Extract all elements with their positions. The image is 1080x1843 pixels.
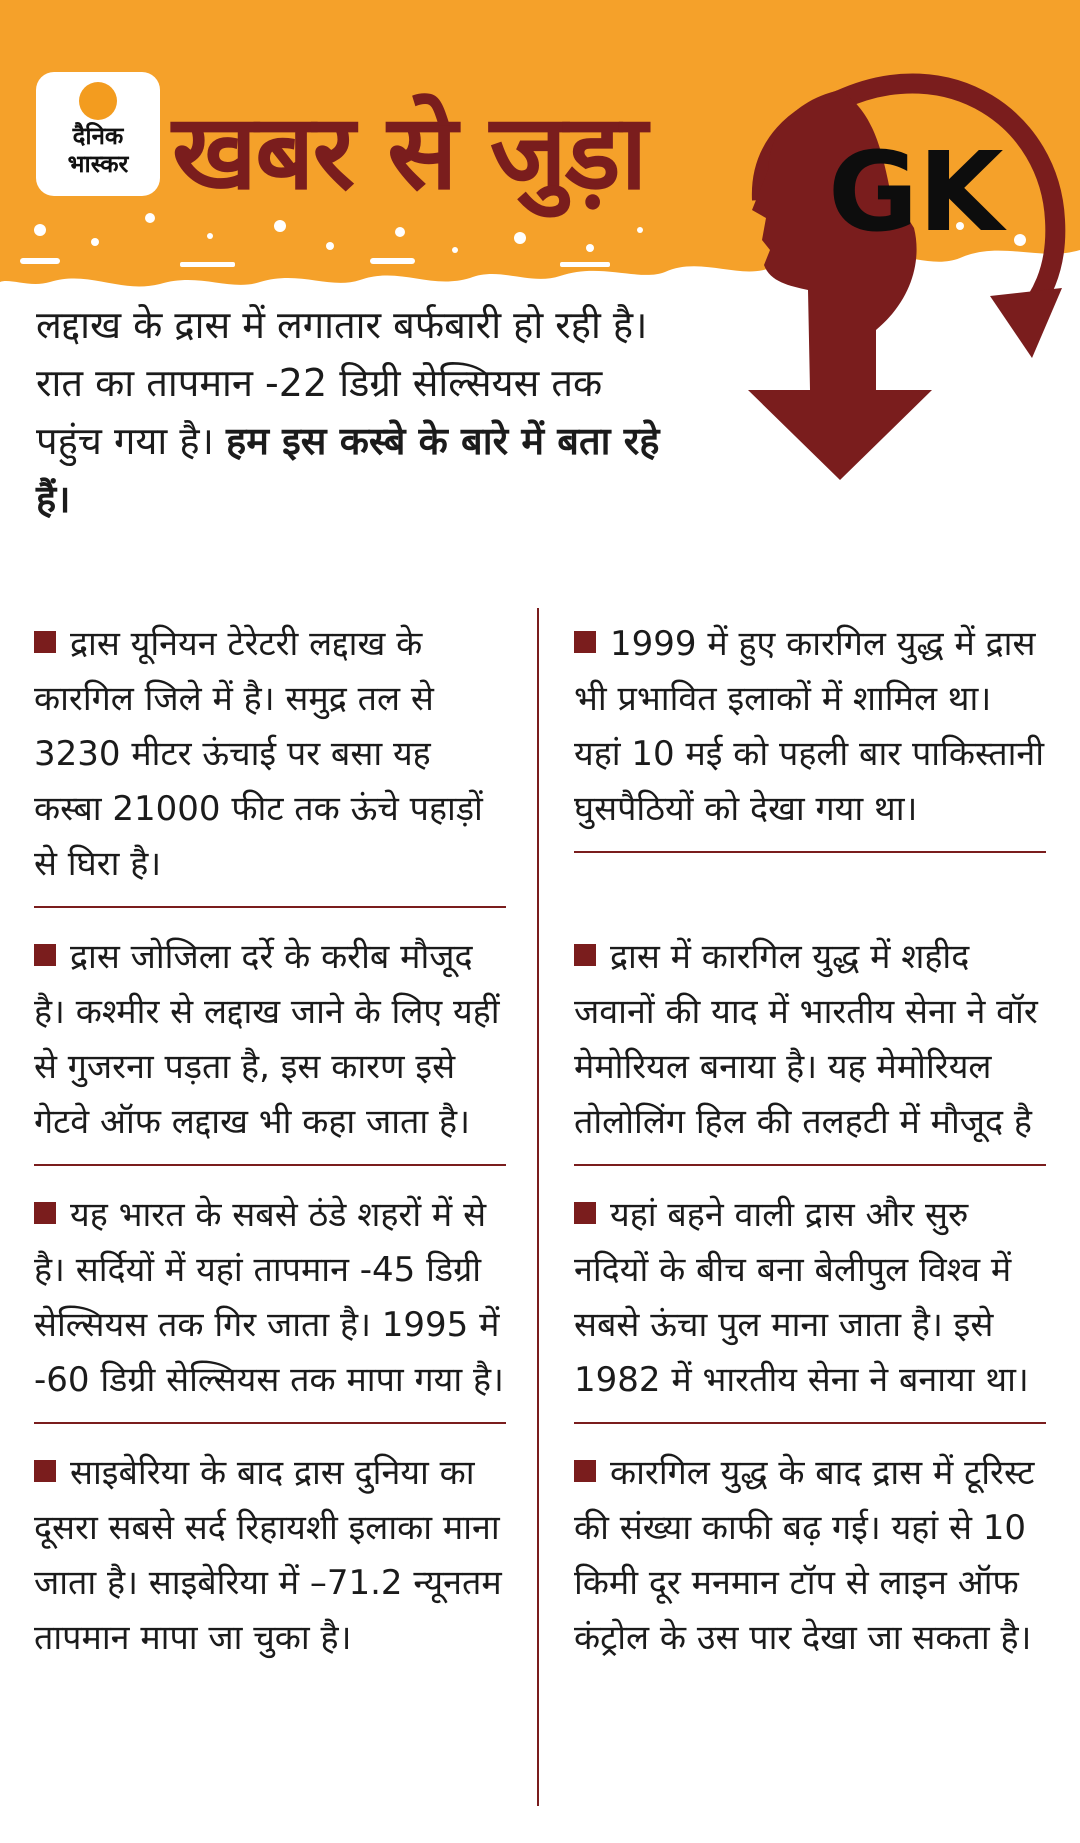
- fact-text: साइबेरिया के बाद द्रास दुनिया का दूसरा सबसे सर्द रिहायशी इलाका माना जाता है। साइबेरिया में –71.2 न्यूनतम तापमान मापा जा चुका है।: [34, 1453, 502, 1658]
- fact-right-4: [574, 1444, 1046, 1666]
- fact-text: 1999 में हुए कारगिल युद्ध में द्रास भी प्रभावित इलाकों में शामिल था। यहां 10 मई को पहली बार पाकिस्तानी घुसपैठियों को देखा गया था।: [574, 624, 1045, 829]
- row-divider: [574, 851, 1046, 853]
- square-bullet-icon: [34, 1460, 56, 1482]
- fact-left-1: [34, 615, 506, 928]
- fact-left-3: [34, 1186, 506, 1444]
- facts-grid: [34, 615, 1046, 1666]
- row-divider: [34, 906, 506, 908]
- fact-left-4: [34, 1444, 506, 1666]
- square-bullet-icon: [574, 631, 596, 653]
- dainik-bhaskar-logo: [36, 72, 160, 196]
- intro-paragraph: [36, 296, 672, 528]
- fact-right-1: [574, 615, 1046, 928]
- square-bullet-icon: [34, 631, 56, 653]
- row-divider: [34, 1422, 506, 1424]
- fact-text: द्रास में कारगिल युद्ध में शहीद जवानों की याद में भारतीय सेना ने वॉर मेमोरियल बनाया है। यह मेमोरियल तोलोलिंग हिल की तलहटी में मौजूद है: [574, 937, 1038, 1142]
- intro-text: लद्दाख के द्रास में लगातार बर्फबारी हो रही है। रात का तापमान -22 डिग्री सेल्सियस तक पहुंच गया है।: [36, 303, 648, 463]
- fact-right-2: [574, 928, 1046, 1186]
- fact-text: द्रास यूनियन टेरेटरी लद्दाख के कारगिल जिले में है। समुद्र तल से 3230 मीटर ऊंचाई पर बसा यह कस्बा 21000 फीट तक ऊंचे पहाड़ों से घिरा है।: [34, 624, 483, 884]
- row-divider: [574, 1422, 1046, 1424]
- logo-line-2: भास्कर: [67, 150, 129, 178]
- fact-text: यह भारत के सबसे ठंडे शहरों में से है। सर्दियों में यहां तापमान -45 डिग्री सेल्सियस तक गिर जाता है। 1995 में -60 डिग्री सेल्सियस तक मापा गया है।: [34, 1195, 504, 1400]
- header-title: खबर से जुड़ा: [172, 91, 646, 213]
- row-divider: [574, 1164, 1046, 1166]
- head-silhouette-arrow-icon: [690, 60, 1080, 560]
- square-bullet-icon: [574, 1460, 596, 1482]
- sun-icon: [79, 82, 117, 120]
- fact-text: यहां बहने वाली द्रास और सुरु नदियों के बीच बना बेलीपुल विश्व में सबसे ऊंचा पुल माना जाता है। इसे 1982 में भारतीय सेना ने बनाया था।: [574, 1195, 1029, 1400]
- square-bullet-icon: [34, 944, 56, 966]
- fact-right-3: [574, 1186, 1046, 1444]
- fact-text: द्रास जोजिला दर्रे के करीब मौजूद है। कश्मीर से लद्दाख जाने के लिए यहीं से गुजरना पड़ता है, इस कारण इसे गेटवे ऑफ लद्दाख भी कहा जाता है।: [34, 937, 500, 1142]
- row-divider: [34, 1164, 506, 1166]
- square-bullet-icon: [574, 1202, 596, 1224]
- square-bullet-icon: [34, 1202, 56, 1224]
- fact-left-2: [34, 928, 506, 1186]
- square-bullet-icon: [574, 944, 596, 966]
- logo-line-1: दैनिक: [72, 122, 124, 150]
- fact-text: कारगिल युद्ध के बाद द्रास में टूरिस्ट की संख्या काफी बढ़ गई। यहां से 10 किमी दूर मनमान टॉप से लाइन ऑफ कंट्रोल के उस पार देखा जा सकता है।: [574, 1453, 1035, 1658]
- intro-bold-text: हम इस कस्बे के बारे में बता रहे हैं।: [36, 419, 660, 521]
- gk-badge: GK: [828, 128, 1004, 256]
